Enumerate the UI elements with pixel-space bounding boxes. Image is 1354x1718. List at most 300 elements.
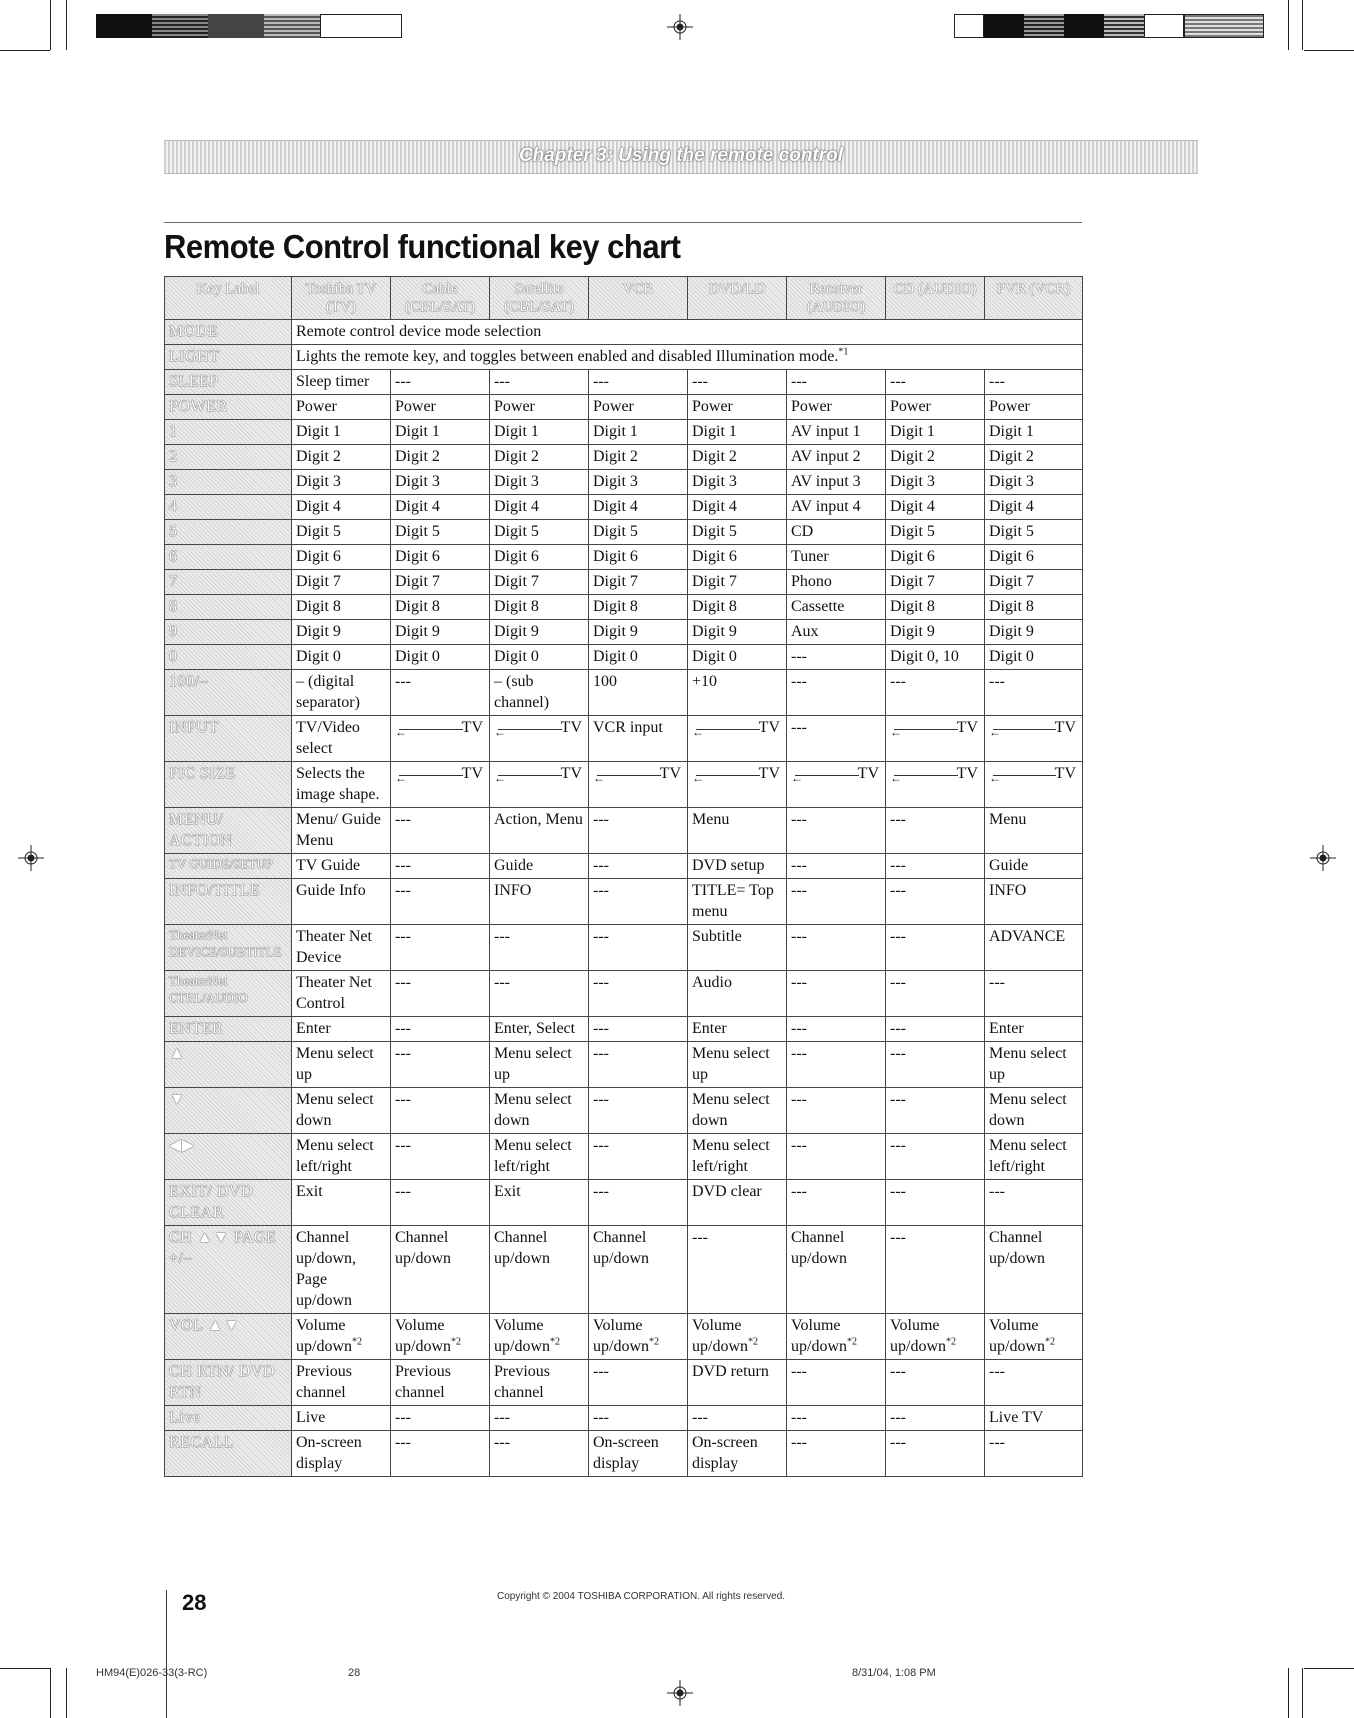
table-cell-arrow bbox=[391, 716, 490, 762]
key-label-cell: TV GUIDE/SETUP bbox=[165, 854, 292, 879]
color-bar bbox=[1024, 14, 1064, 38]
table-cell: --- bbox=[391, 879, 490, 925]
table-row bbox=[165, 716, 1083, 762]
table-cell: Digit 7 bbox=[985, 570, 1083, 595]
table-row bbox=[165, 762, 1083, 808]
left-arrow-icon: ← bbox=[791, 771, 803, 785]
table-row bbox=[165, 1180, 1083, 1226]
table-cell: Digit 8 bbox=[589, 595, 688, 620]
crop-mark bbox=[1304, 1668, 1354, 1669]
table-cell: Digit 2 bbox=[985, 445, 1083, 470]
key-label-cell: MODE bbox=[165, 320, 292, 345]
registration-crosshair-icon bbox=[18, 845, 44, 871]
table-cell: Digit 9 bbox=[886, 620, 985, 645]
table-cell: Digit 8 bbox=[688, 595, 787, 620]
key-label-cell: 6 bbox=[165, 545, 292, 570]
table-cell: Digit 4 bbox=[589, 495, 688, 520]
table-cell: --- bbox=[391, 854, 490, 879]
table-cell: Cassette bbox=[787, 595, 886, 620]
table-cell: Menu bbox=[985, 808, 1083, 854]
table-cell: Volume up/down$^{*2}$ bbox=[391, 1314, 490, 1360]
table-row bbox=[165, 971, 1083, 1017]
table-cell: --- bbox=[886, 1017, 985, 1042]
table-cell: Digit 8 bbox=[886, 595, 985, 620]
table-cell: Enter bbox=[292, 1017, 391, 1042]
table-row bbox=[165, 495, 1083, 520]
table-cell: --- bbox=[391, 971, 490, 1017]
table-cell: Digit 6 bbox=[688, 545, 787, 570]
column-header: VCR bbox=[589, 277, 688, 320]
key-label-cell: 7 bbox=[165, 570, 292, 595]
table-cell-arrow bbox=[985, 762, 1083, 808]
table-cell: Volume up/down$^{*2}$ bbox=[787, 1314, 886, 1360]
table-row bbox=[165, 854, 1083, 879]
table-cell: Digit 9 bbox=[490, 620, 589, 645]
table-cell: Power bbox=[490, 395, 589, 420]
table-body bbox=[165, 320, 1083, 1477]
table-cell: Digit 3 bbox=[589, 470, 688, 495]
table-cell-span: Lights the remote key, and toggles between enabled and disabled Illumination mode.$^{*1}$ bbox=[292, 345, 1083, 370]
registration-crosshair-icon bbox=[1310, 845, 1336, 871]
key-label-cell: 1 bbox=[165, 420, 292, 445]
table-cell-arrow bbox=[886, 762, 985, 808]
table-row bbox=[165, 545, 1083, 570]
table-cell-arrow bbox=[787, 762, 886, 808]
arrow-line bbox=[597, 775, 661, 776]
table-cell: Digit 1 bbox=[490, 420, 589, 445]
column-header: Toshiba TV (TV) bbox=[292, 277, 391, 320]
table-row bbox=[165, 808, 1083, 854]
color-bar bbox=[984, 14, 1024, 38]
table-cell: --- bbox=[391, 1406, 490, 1431]
key-label-cell: 8 bbox=[165, 595, 292, 620]
table-cell: --- bbox=[391, 1134, 490, 1180]
color-bar bbox=[1144, 14, 1184, 38]
table-cell: Volume up/down$^{*2}$ bbox=[985, 1314, 1083, 1360]
table-cell: --- bbox=[787, 808, 886, 854]
table-cell: Live bbox=[292, 1406, 391, 1431]
left-arrow-icon: ← bbox=[593, 771, 605, 785]
crop-mark bbox=[66, 0, 67, 50]
table-cell: --- bbox=[787, 971, 886, 1017]
table-cell: Digit 3 bbox=[688, 470, 787, 495]
key-label-cell: 2 bbox=[165, 445, 292, 470]
table-cell: Previous channel bbox=[490, 1360, 589, 1406]
table-cell: Menu select down bbox=[688, 1088, 787, 1134]
table-cell: --- bbox=[787, 716, 886, 762]
column-header-key-label: Key Label bbox=[165, 277, 292, 320]
table-cell: Power bbox=[391, 395, 490, 420]
arrow-line bbox=[894, 729, 958, 730]
crop-mark bbox=[50, 1668, 51, 1718]
table-cell: AV input 3 bbox=[787, 470, 886, 495]
table-cell: – (digital separator) bbox=[292, 670, 391, 716]
arrow-target-label: TV bbox=[1054, 719, 1076, 736]
table-cell: TV/Video select bbox=[292, 716, 391, 762]
table-cell: --- bbox=[985, 1431, 1083, 1477]
table-cell: Live TV bbox=[985, 1406, 1083, 1431]
table-cell: DVD setup bbox=[688, 854, 787, 879]
column-header: Receiver (AUDIO) bbox=[787, 277, 886, 320]
table-cell: Volume up/down$^{*2}$ bbox=[292, 1314, 391, 1360]
table-cell: Digit 9 bbox=[391, 620, 490, 645]
slug-page: 28 bbox=[348, 1667, 361, 1679]
key-label-cell: CH RTN/ DVD RTN bbox=[165, 1360, 292, 1406]
key-chart-table bbox=[164, 276, 1083, 1477]
arrow-target-label: TV bbox=[461, 719, 483, 736]
table-cell: --- bbox=[985, 971, 1083, 1017]
table-cell: Digit 1 bbox=[391, 420, 490, 445]
table-cell: Digit 3 bbox=[886, 470, 985, 495]
table-cell: Digit 4 bbox=[688, 495, 787, 520]
table-cell: Digit 4 bbox=[292, 495, 391, 520]
color-bar bbox=[208, 14, 264, 38]
table-cell: Channel up/down bbox=[985, 1226, 1083, 1314]
table-cell: – (sub channel) bbox=[490, 670, 589, 716]
table-row bbox=[165, 570, 1083, 595]
key-label-cell: POWER bbox=[165, 395, 292, 420]
crop-mark bbox=[1302, 0, 1303, 50]
table-cell: Digit 2 bbox=[886, 445, 985, 470]
table-cell: --- bbox=[589, 1406, 688, 1431]
crop-mark bbox=[1304, 50, 1354, 51]
table-cell: Digit 5 bbox=[391, 520, 490, 545]
arrow-line bbox=[795, 775, 859, 776]
left-arrow-icon: ← bbox=[692, 771, 704, 785]
table-cell: On-screen display bbox=[589, 1431, 688, 1477]
table-cell: Digit 8 bbox=[490, 595, 589, 620]
table-cell: Digit 3 bbox=[292, 470, 391, 495]
table-cell: Menu select down bbox=[292, 1088, 391, 1134]
table-cell: --- bbox=[688, 370, 787, 395]
table-cell: Power bbox=[688, 395, 787, 420]
table-header-row bbox=[165, 277, 1083, 320]
chapter-title: Chapter 3: Using the remote control bbox=[518, 145, 844, 166]
table-cell: --- bbox=[787, 925, 886, 971]
table-cell: 100 bbox=[589, 670, 688, 716]
table-row bbox=[165, 645, 1083, 670]
arrow-target-label: TV bbox=[560, 765, 582, 782]
table-cell: Menu select left/right bbox=[688, 1134, 787, 1180]
table-cell: Digit 6 bbox=[292, 545, 391, 570]
left-arrow-icon: ← bbox=[989, 725, 1001, 739]
arrow-line bbox=[696, 775, 760, 776]
table-cell: Digit 4 bbox=[490, 495, 589, 520]
table-cell: Digit 5 bbox=[985, 520, 1083, 545]
table-cell: Digit 5 bbox=[688, 520, 787, 545]
key-label-cell: ENTER bbox=[165, 1017, 292, 1042]
table-cell: Digit 4 bbox=[886, 495, 985, 520]
table-cell: --- bbox=[985, 370, 1083, 395]
slug-date: 8/31/04, 1:08 PM bbox=[852, 1667, 936, 1679]
table-row bbox=[165, 1406, 1083, 1431]
table-cell: Power bbox=[985, 395, 1083, 420]
arrow-line bbox=[498, 729, 562, 730]
table-cell: Digit 7 bbox=[292, 570, 391, 595]
table-cell: Channel up/down bbox=[787, 1226, 886, 1314]
table-cell: --- bbox=[886, 670, 985, 716]
table-cell: Digit 0 bbox=[688, 645, 787, 670]
table-cell: --- bbox=[589, 1180, 688, 1226]
table-cell: Digit 0 bbox=[391, 645, 490, 670]
table-row bbox=[165, 1017, 1083, 1042]
table-cell: --- bbox=[787, 370, 886, 395]
table-cell: Menu select left/right bbox=[985, 1134, 1083, 1180]
table-cell: Guide bbox=[985, 854, 1083, 879]
table-cell: --- bbox=[886, 854, 985, 879]
registration-crosshair-icon bbox=[667, 14, 693, 40]
key-label-cell: 3 bbox=[165, 470, 292, 495]
key-label-cell: 0 bbox=[165, 645, 292, 670]
table-cell: Digit 0 bbox=[589, 645, 688, 670]
table-cell: --- bbox=[886, 808, 985, 854]
color-bar bbox=[1064, 14, 1104, 38]
table-cell: Menu select up bbox=[985, 1042, 1083, 1088]
arrow-line bbox=[399, 775, 463, 776]
table-row bbox=[165, 320, 1083, 345]
table-cell: --- bbox=[886, 925, 985, 971]
table-cell: Audio bbox=[688, 971, 787, 1017]
table-cell: Enter, Select bbox=[490, 1017, 589, 1042]
table-cell: Previous channel bbox=[391, 1360, 490, 1406]
table-cell: Digit 7 bbox=[688, 570, 787, 595]
crop-mark bbox=[50, 0, 51, 50]
key-label-cell: MENU/ ACTION bbox=[165, 808, 292, 854]
left-arrow-icon: ← bbox=[494, 725, 506, 739]
table-cell: Digit 0 bbox=[490, 645, 589, 670]
column-header: CD (AUDIO) bbox=[886, 277, 985, 320]
table-cell: --- bbox=[985, 1180, 1083, 1226]
table-cell: Menu select up bbox=[292, 1042, 391, 1088]
table-cell: Menu select up bbox=[688, 1042, 787, 1088]
table-cell: AV input 2 bbox=[787, 445, 886, 470]
table-cell: TITLE= Top menu bbox=[688, 879, 787, 925]
color-bar bbox=[320, 14, 402, 38]
key-label-cell: INFO/TITLE bbox=[165, 879, 292, 925]
table-cell: +10 bbox=[688, 670, 787, 716]
table-cell: Digit 3 bbox=[490, 470, 589, 495]
color-bar bbox=[1104, 14, 1144, 38]
table-row bbox=[165, 670, 1083, 716]
table-cell: ADVANCE bbox=[985, 925, 1083, 971]
table-cell: --- bbox=[589, 1360, 688, 1406]
table-cell: Action, Menu bbox=[490, 808, 589, 854]
table-cell-arrow bbox=[985, 716, 1083, 762]
table-cell: Menu select left/right bbox=[292, 1134, 391, 1180]
footer-rule bbox=[166, 1590, 167, 1718]
crop-mark bbox=[1302, 1668, 1303, 1718]
table-cell: --- bbox=[589, 1088, 688, 1134]
key-label-cell: TheaterNet CTRL/AUDIO bbox=[165, 971, 292, 1017]
table-cell: --- bbox=[787, 1134, 886, 1180]
table-cell: --- bbox=[490, 925, 589, 971]
arrow-target-label: TV bbox=[1054, 765, 1076, 782]
chapter-banner bbox=[164, 140, 1198, 174]
table-cell: Digit 0 bbox=[292, 645, 391, 670]
crop-mark bbox=[1288, 0, 1289, 50]
crop-mark bbox=[0, 50, 50, 51]
table-row bbox=[165, 370, 1083, 395]
table-cell: Selects the image shape. bbox=[292, 762, 391, 808]
table-cell-span: Remote control device mode selection bbox=[292, 320, 1083, 345]
left-arrow-icon: ← bbox=[692, 725, 704, 739]
key-label-cell: VOL ▲▼ bbox=[165, 1314, 292, 1360]
table-cell: Digit 2 bbox=[490, 445, 589, 470]
table-cell: On-screen display bbox=[292, 1431, 391, 1477]
table-row bbox=[165, 1088, 1083, 1134]
table-cell: --- bbox=[787, 1180, 886, 1226]
table-row bbox=[165, 345, 1083, 370]
table-cell: Volume up/down$^{*2}$ bbox=[886, 1314, 985, 1360]
table-cell: --- bbox=[886, 370, 985, 395]
table-cell: Digit 7 bbox=[391, 570, 490, 595]
table-row bbox=[165, 620, 1083, 645]
table-cell: Theater Net Device bbox=[292, 925, 391, 971]
key-label-cell: Live bbox=[165, 1406, 292, 1431]
table-cell: --- bbox=[589, 879, 688, 925]
table-cell: INFO bbox=[490, 879, 589, 925]
table-cell: Volume up/down$^{*2}$ bbox=[589, 1314, 688, 1360]
key-label-cell: 100/– bbox=[165, 670, 292, 716]
table-cell: Digit 9 bbox=[292, 620, 391, 645]
table-cell: --- bbox=[589, 925, 688, 971]
table-cell: Digit 6 bbox=[490, 545, 589, 570]
table-cell: --- bbox=[886, 1360, 985, 1406]
table-cell: Exit bbox=[292, 1180, 391, 1226]
crop-mark bbox=[0, 1668, 50, 1669]
table-cell: --- bbox=[589, 1134, 688, 1180]
table-cell: Enter bbox=[985, 1017, 1083, 1042]
table-cell: --- bbox=[391, 670, 490, 716]
table-cell: --- bbox=[787, 1360, 886, 1406]
left-arrow-icon: ← bbox=[494, 771, 506, 785]
copyright-notice: Copyright © 2004 TOSHIBA CORPORATION. All rights reserved. bbox=[497, 1591, 786, 1602]
key-label-cell: SLEEP bbox=[165, 370, 292, 395]
page-number: 28 bbox=[182, 1590, 207, 1615]
table-cell: Power bbox=[787, 395, 886, 420]
table-cell: --- bbox=[589, 1017, 688, 1042]
left-arrow-icon: ← bbox=[890, 725, 902, 739]
crop-mark bbox=[1288, 1668, 1289, 1718]
table-cell: Digit 9 bbox=[985, 620, 1083, 645]
table-cell: Digit 2 bbox=[292, 445, 391, 470]
table-cell: --- bbox=[886, 971, 985, 1017]
slug-file: HM94(E)026-33(3-RC) bbox=[96, 1667, 208, 1679]
table-cell: --- bbox=[787, 1042, 886, 1088]
arrow-line bbox=[993, 775, 1056, 776]
table-cell: Digit 1 bbox=[886, 420, 985, 445]
color-bar bbox=[264, 14, 320, 38]
table-cell: Theater Net Control bbox=[292, 971, 391, 1017]
arrow-target-label: TV bbox=[758, 765, 780, 782]
table-cell: --- bbox=[589, 854, 688, 879]
table-cell-arrow bbox=[688, 762, 787, 808]
table-cell: VCR input bbox=[589, 716, 688, 762]
table-cell: TV Guide bbox=[292, 854, 391, 879]
table-cell: Digit 8 bbox=[292, 595, 391, 620]
table-cell: --- bbox=[391, 925, 490, 971]
table-cell: On-screen display bbox=[688, 1431, 787, 1477]
table-cell: Digit 5 bbox=[589, 520, 688, 545]
key-label-cell: PIC SIZE bbox=[165, 762, 292, 808]
left-arrow-icon: ← bbox=[395, 725, 407, 739]
table-cell: Digit 5 bbox=[490, 520, 589, 545]
column-header: Cable (CBL/SAT) bbox=[391, 277, 490, 320]
table-cell: --- bbox=[886, 1042, 985, 1088]
table-cell: --- bbox=[787, 854, 886, 879]
table-cell: Digit 3 bbox=[985, 470, 1083, 495]
table-row bbox=[165, 395, 1083, 420]
table-cell: --- bbox=[589, 1042, 688, 1088]
table-cell-arrow bbox=[589, 762, 688, 808]
table-cell: Menu bbox=[688, 808, 787, 854]
table-cell: --- bbox=[886, 1406, 985, 1431]
table-cell: Digit 6 bbox=[589, 545, 688, 570]
table-row bbox=[165, 925, 1083, 971]
arrow-line bbox=[894, 775, 958, 776]
table-cell: Menu select left/right bbox=[490, 1134, 589, 1180]
table-row bbox=[165, 470, 1083, 495]
table-cell: Guide Info bbox=[292, 879, 391, 925]
table-cell: Digit 2 bbox=[589, 445, 688, 470]
table-cell: Digit 1 bbox=[589, 420, 688, 445]
table-row bbox=[165, 445, 1083, 470]
key-label-cell: TheaterNet DEVICE/SUBTITLE bbox=[165, 925, 292, 971]
table-cell: Digit 0 bbox=[985, 645, 1083, 670]
table-cell: Enter bbox=[688, 1017, 787, 1042]
table-cell: Aux bbox=[787, 620, 886, 645]
table-row bbox=[165, 420, 1083, 445]
column-header: Satellite (CBL/SAT) bbox=[490, 277, 589, 320]
table-cell: Power bbox=[886, 395, 985, 420]
table-cell: Digit 6 bbox=[886, 545, 985, 570]
left-arrow-icon: ← bbox=[890, 771, 902, 785]
table-cell: --- bbox=[589, 370, 688, 395]
table-cell: Tuner bbox=[787, 545, 886, 570]
left-arrow-icon: ← bbox=[395, 771, 407, 785]
table-cell: Digit 2 bbox=[391, 445, 490, 470]
table-cell: --- bbox=[886, 1088, 985, 1134]
key-label-cell: INPUT bbox=[165, 716, 292, 762]
column-header: DVD/LD bbox=[688, 277, 787, 320]
color-bar bbox=[96, 14, 152, 38]
table-cell: Subtitle bbox=[688, 925, 787, 971]
title-rule bbox=[164, 222, 1082, 223]
color-bar bbox=[1184, 14, 1264, 38]
key-label-cell: LIGHT bbox=[165, 345, 292, 370]
table-row bbox=[165, 879, 1083, 925]
key-label-cell: ▲ bbox=[165, 1042, 292, 1088]
table-cell: Menu select up bbox=[490, 1042, 589, 1088]
color-bar bbox=[152, 14, 208, 38]
table-cell: --- bbox=[787, 645, 886, 670]
arrow-target-label: TV bbox=[956, 765, 978, 782]
table-cell: --- bbox=[391, 1042, 490, 1088]
table-cell: Digit 1 bbox=[688, 420, 787, 445]
table-cell: INFO bbox=[985, 879, 1083, 925]
table-cell: Phono bbox=[787, 570, 886, 595]
table-cell: Menu select down bbox=[490, 1088, 589, 1134]
table-cell-arrow bbox=[688, 716, 787, 762]
table-cell: AV input 1 bbox=[787, 420, 886, 445]
table-cell-arrow bbox=[490, 716, 589, 762]
table-cell: Channel up/down bbox=[391, 1226, 490, 1314]
table-cell-arrow bbox=[886, 716, 985, 762]
table-cell: --- bbox=[787, 1017, 886, 1042]
table-cell: DVD return bbox=[688, 1360, 787, 1406]
key-label-cell: RECALL bbox=[165, 1431, 292, 1477]
table-cell: --- bbox=[688, 1226, 787, 1314]
